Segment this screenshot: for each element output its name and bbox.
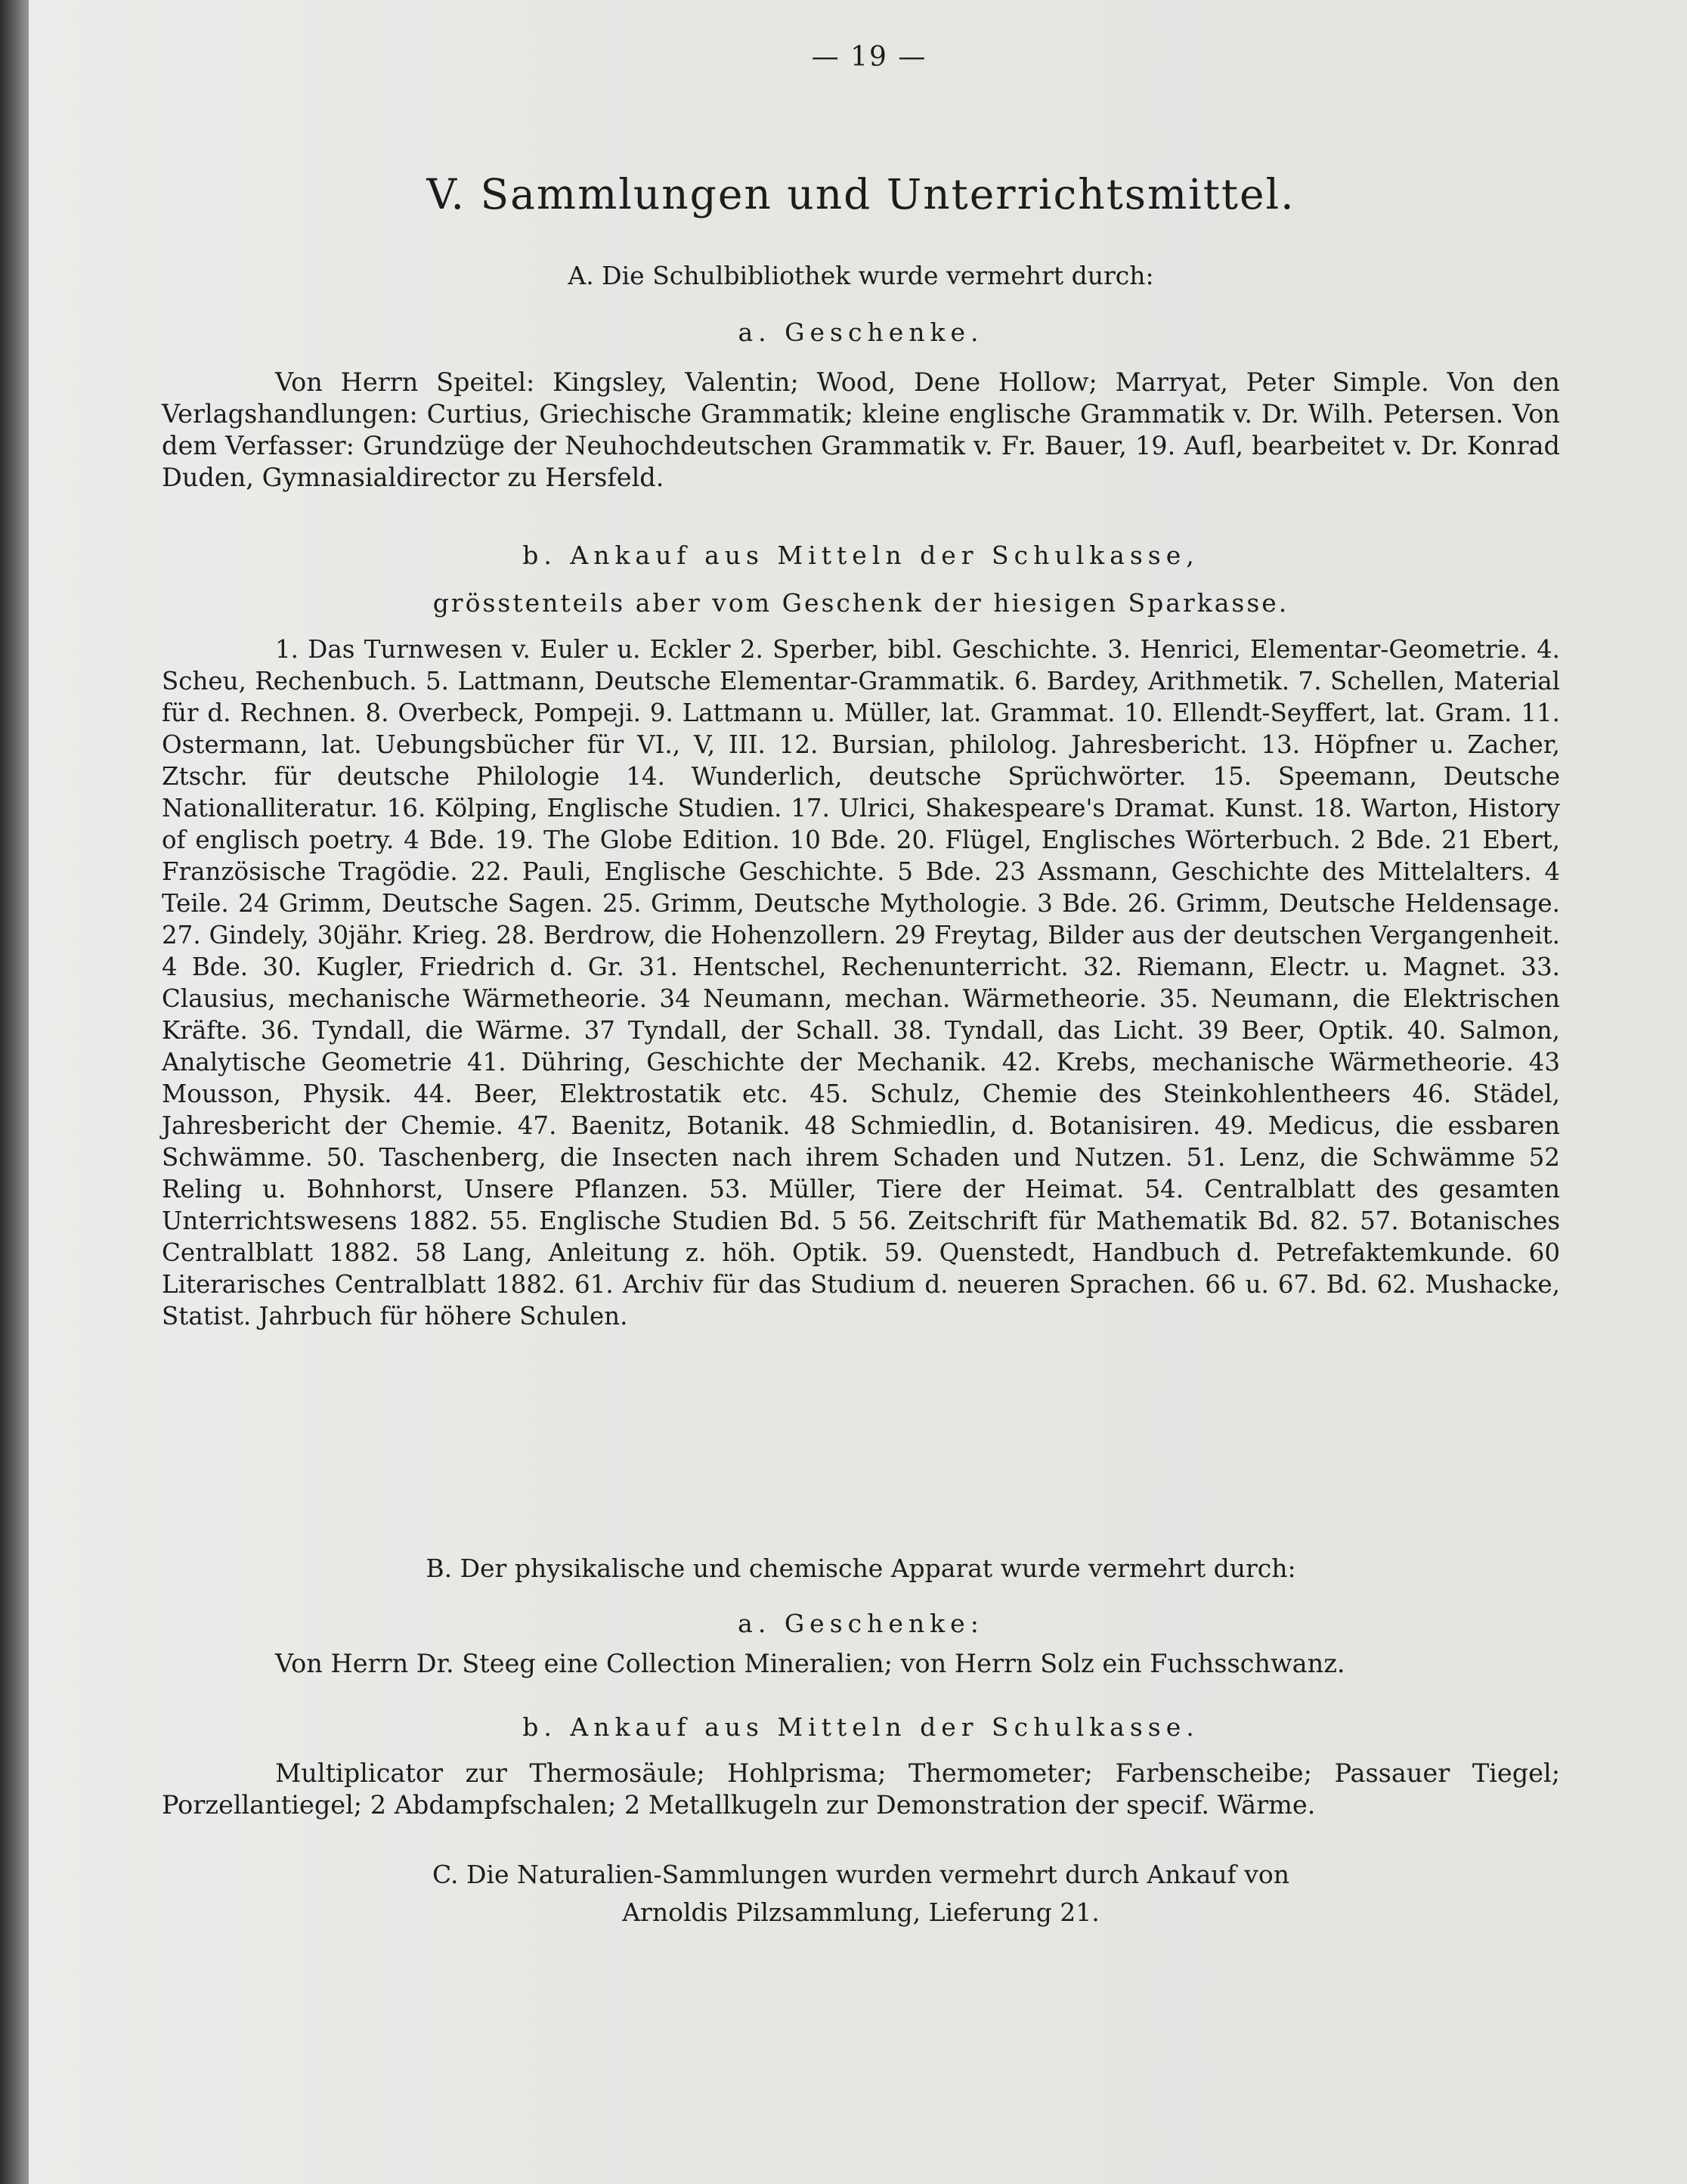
section-a-sub-b-heading-line1: b. Ankauf aus Mitteln der Schulkasse, — [522, 541, 1199, 570]
section-c-line2: Arnoldis Pilzsammlung, Lieferung 21. — [622, 1897, 1100, 1927]
section-b-gifts-paragraph: Von Herrn Dr. Steeg eine Collection Mineralien; von Herrn Solz ein Fuchsschwanz. — [275, 1649, 1345, 1678]
section-a-sub-b-heading-line2: grösstenteils aber vom Geschenk der hiesigen Sparkasse. — [432, 588, 1289, 618]
section-c-line1: C. Die Naturalien-Sammlungen wurden vermehrt durch Ankauf von — [432, 1860, 1290, 1889]
section-b-sub-a-heading: a. Geschenke: — [738, 1609, 984, 1638]
section-b-purchases-paragraph: Multiplicator zur Thermosäule; Hohlprisma; Thermometer; Farbenscheibe; Passauer Tiegel; Porzellantiegel; 2 Abdampfschalen; 2 Metallkugeln zur Demonstration der specif. Wärme. — [162, 1758, 1560, 1820]
page-number: — 19 — — [811, 42, 927, 73]
page-title: V. Sammlungen und Unterrichtsmittel. — [426, 170, 1295, 218]
section-a-purchase-list: 1. Das Turnwesen v. Euler u. Eckler 2. Sperber, bibl. Geschichte. 3. Henrici, Elementar-Geometrie. 4. Scheu, Rechenbuch. 5. Lattmann, Deutsche Elementar-Grammatik. 6. Bardey, Arithmetik. 7. Schellen, Material für d. Rechnen. 8. Overbeck, Pompeji. 9. Lattmann u. Müller, lat. Grammat. 10. Ellendt-Seyffert, lat. Gram. 11. Ostermann, lat. Uebungsbücher für VI., V, III. 12. Bursian, philolog. Jahresbericht. 13. Höpfner u. Zacher, Ztschr. für deutsche Philologie 14. Wunderlich, deutsche Sprüchwörter. 15. Speemann, Deutsche Nationalliteratur. 16. Kölping, Englische Studien. 17. Ulrici, Shakespeare's Dramat. Kunst. 18. Warton, History of englisch poetry. 4 Bde. 19. The Globe Edition. 10 Bde. 20. Flügel, Englisches Wörterbuch. 2 Bde. 21 Ebert, Französische Tragödie. 22. Pauli, Englische Geschichte. 5 Bde. 23 Assmann, Geschichte des Mittelalters. 4 Teile. 24 Grimm, Deutsche Sagen. 25. Grimm, Deutsche Mythologie. 3 Bde. 26. Grimm, Deutsche Heldensage. 27. Gindely, 30jähr. Krieg. 28. Berdrow, die Hohenzollern. 29 Freytag, Bilder aus der deutschen Vergangenheit. 4 Bde. 30. Kugler, Friedrich d. Gr. 31. Hentschel, Rechenunterricht. 32. Riemann, Electr. u. Magnet. 33. Clausius, mechanische Wärmetheorie. 34 Neumann, mechan. Wärmetheorie. 35. Neumann, die Elektrischen Kräfte. 36. Tyndall, die Wärme. 37 Tyndall, der Schall. 38. Tyndall, das Licht. 39 Beer, Optik. 40. Salmon, Analytische Geometrie 41. Dühring, Geschichte der Mechanik. 42. Krebs, mechanische Wärmetheorie. 43 Mousson, Physik. 44. Beer, Elektrostatik etc. 45. Schulz, Chemie des Steinkohlentheers 46. Städel, Jahresbericht der Chemie. 47. Baenitz, Botanik. 48 Schmiedlin, d. Botanisiren. 49. Medicus, die essbaren Schwämme. 50. Taschenberg, die Insecten nach ihrem Schaden und Nutzen. 51. Lenz, die Schwämme 52 Reling u. Bohnhorst, Unsere Pflanzen. 53. Müller, Tiere der Heimat. 54. Centralblatt des gesamten Unterrichtswesens 1882. 55. Englische Studien Bd. 5 56. Zeitschrift für Mathematik Bd. 82. 57. Botanisches Centralblatt 1882. 58 Lang, Anleitung z. höh. Optik. 59. Quenstedt, Handbuch d. Petrefaktemkunde. 60 Literarisches Centralblatt 1882. 61. Archiv für das Studium d. neueren Sprachen. 66 u. 67. Bd. 62. Mushacke, Statist. Jahrbuch für höhere Schulen. — [162, 635, 1560, 1331]
section-b-sub-b-heading: b. Ankauf aus Mitteln der Schulkasse. — [522, 1712, 1199, 1742]
section-a-sub-a-heading: a. Geschenke. — [738, 318, 984, 347]
section-b-heading: B. Der physikalische und chemische Apparat wurde vermehrt durch: — [426, 1554, 1296, 1583]
section-a-gifts-paragraph: Von Herrn Speitel: Kingsley, Valentin; Wood, Dene Hollow; Marryat, Peter Simple. Von den Verlagshandlungen: Curtius, Griechische Grammatik; kleine englische Grammatik v. Dr. Wilh. Petersen. Von dem Verfasser: Grundzüge der Neuhochdeutschen Grammatik v. Fr. Bauer, 19. Aufl, bearbeitet v. Dr. Konrad Duden, Gymnasialdirector zu Hersfeld. — [162, 367, 1560, 492]
page-binding-edge — [0, 0, 29, 2184]
section-a-heading: A. Die Schulbibliothek wurde vermehrt durch: — [568, 261, 1154, 290]
